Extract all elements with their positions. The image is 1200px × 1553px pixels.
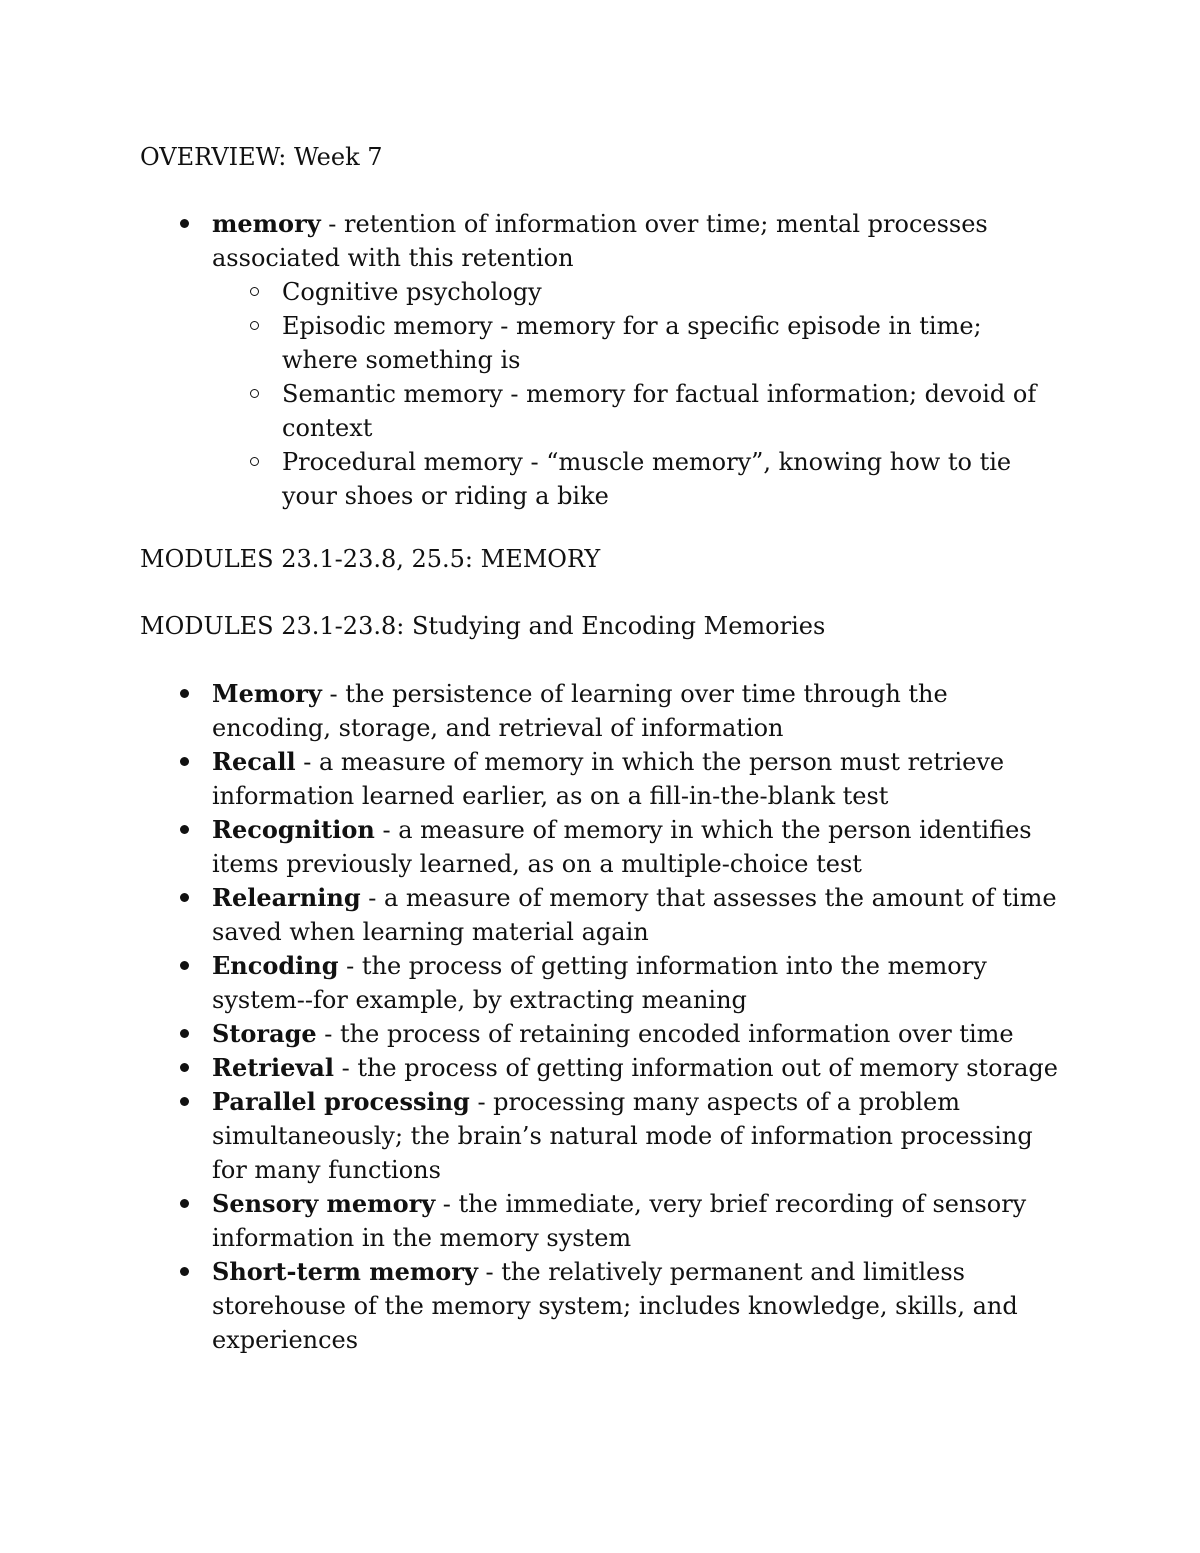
sub-item-text: Cognitive psychology [282,278,542,306]
bullet-ring-icon [250,287,259,296]
overview-heading: OVERVIEW: Week 7 [140,143,383,171]
overview-list [140,207,1060,513]
bullet-dot-icon [180,757,189,766]
term-definition: - a measure of memory that assesses the amount of time saved when learning material again [212,884,1057,946]
term-definition: - the process of retaining encoded information over time [316,1020,1014,1048]
term-definition: - the persistence of learning over time through the encoding, storage, and retrieval of information [212,680,948,742]
term-definition: - a measure of memory in which the person must retrieve information learned earlier, as on a fill-in-the-blank test [212,748,1005,810]
list-item [140,1255,1060,1357]
sub-item-text: Episodic memory - memory for a specific episode in time; where something is [282,312,982,374]
sub-list-item [212,309,1060,377]
term-definition: - processing many aspects of a problem simultaneously; the brain’s natural mode of information processing for many functions [212,1088,1033,1184]
term-label: memory [212,209,321,238]
sub-list-item [212,275,1060,309]
term-definition: - the process of getting information into the memory system--for example, by extracting meaning [212,952,987,1014]
term-definition: - the relatively permanent and limitless storehouse of the memory system; includes knowledge, skills, and experiences [212,1258,1018,1354]
definitions-list [140,677,1060,1357]
section-heading: MODULES 23.1-23.8: Studying and Encoding Memories [140,612,826,640]
sub-item-text: Semantic memory - memory for factual information; devoid of context [282,380,1037,442]
sub-item-text: Procedural memory - “muscle memory”, knowing how to tie your shoes or riding a bike [282,448,1012,510]
term-definition: - retention of information over time; mental processes associated with this retention [212,210,988,272]
list-item [140,1051,1060,1085]
bullet-dot-icon [180,219,189,228]
term-label: Recognition [212,815,375,844]
term-label: Retrieval [212,1053,334,1082]
term-label: Relearning [212,883,361,912]
list-item [140,207,1060,513]
bullet-dot-icon [180,689,189,698]
list-item [140,745,1060,813]
list-item [140,813,1060,881]
bullet-dot-icon [180,1097,189,1106]
bullet-dot-icon [180,1029,189,1038]
list-item [140,1187,1060,1255]
bullet-ring-icon [250,457,259,466]
list-item [140,677,1060,745]
sub-list-item [212,445,1060,513]
bullet-dot-icon [180,893,189,902]
modules-heading: MODULES 23.1-23.8, 25.5: MEMORY [140,545,601,573]
term-definition: - the process of getting information out of memory storage [333,1054,1058,1082]
sub-list-item [212,377,1060,445]
term-label: Memory [212,679,322,708]
term-definition: - a measure of memory in which the person identifies items previously learned, as on a multiple-choice test [212,816,1032,878]
bullet-ring-icon [250,389,259,398]
list-item [140,949,1060,1017]
term-definition: - the immediate, very brief recording of sensory information in the memory system [212,1190,1027,1252]
overview-sublist [212,275,1060,513]
term-label: Parallel processing [212,1087,470,1116]
list-item [140,1085,1060,1187]
bullet-dot-icon [180,825,189,834]
bullet-dot-icon [180,961,189,970]
term-label: Encoding [212,951,339,980]
bullet-ring-icon [250,321,259,330]
list-item [140,1017,1060,1051]
term-label: Short-term memory [212,1257,478,1286]
term-label: Recall [212,747,296,776]
term-label: Storage [212,1019,317,1048]
list-item [140,881,1060,949]
term-label: Sensory memory [212,1189,436,1218]
bullet-dot-icon [180,1199,189,1208]
bullet-dot-icon [180,1267,189,1276]
bullet-dot-icon [180,1063,189,1072]
